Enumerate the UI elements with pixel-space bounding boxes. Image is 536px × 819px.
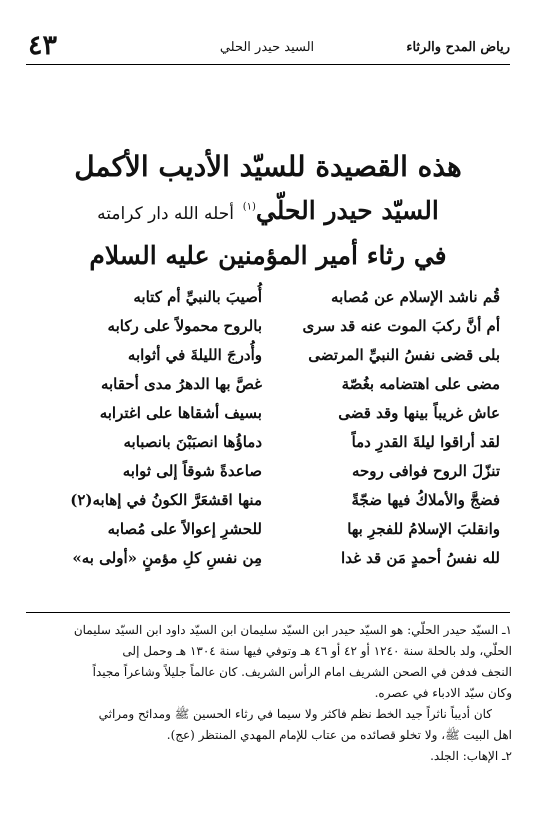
- verse-first-hemistich: قُم ناشد الإسلام عن مُصابه: [331, 288, 500, 306]
- verse-second-hemistich: وأُدرجَ الليلةَ في أثوابه: [127, 346, 262, 364]
- footnote-line: ٢ـ الإهاب: الجلد.: [430, 749, 512, 763]
- verse-second-hemistich: منها اقشعَرَّ الكونُ في إهابه(٢): [70, 491, 262, 509]
- footnotes: [34, 620, 512, 767]
- footnote-line: النجف فدفن في الصحن الشريف امام الرأس الشريف. كان عالماً جليلاً وشاعراً مجيداً: [92, 665, 512, 679]
- verse-row: [40, 545, 500, 574]
- verse-row: [40, 371, 500, 400]
- footnote-line: ١ـ السيّد حيدر الحلّي: هو السيّد حيدر ابن السيّد سليمان ابن السيّد داود ابن السيّد سليمان: [73, 623, 512, 637]
- verse-second-hemistich: بسيف أشقاها على اغترابه: [99, 404, 262, 422]
- verse-row: [40, 342, 500, 371]
- footnote-line: وكان سيّد الادباء في عصره.: [374, 686, 512, 700]
- verse-first-hemistich: بلى قضى نفسُ النبيِّ المرتضى: [308, 346, 500, 364]
- verse-first-hemistich: عاش غريباً بينها وقد قضى: [338, 404, 500, 422]
- verse-first-hemistich: تنزّلَ الروح فوافى روحه: [351, 462, 500, 480]
- verse-row: [40, 458, 500, 487]
- verse-second-hemistich: دماؤُها انصبَبْنَ بانصبابه: [123, 433, 262, 451]
- footnote-divider: [26, 612, 510, 613]
- footnote-marker: (١): [242, 201, 256, 213]
- poem-heading: هذه القصيدة للسيّد الأديب الأكمل: [74, 150, 462, 183]
- verse-second-hemistich: للحشرِ إعوالاً على مُصابه: [107, 520, 262, 538]
- verse-second-hemistich: غصَّ بها الدهرُ مدى أحقابه: [100, 375, 262, 393]
- verse-first-hemistich: وانقلبَ الإسلامُ للفجرِ بها: [347, 520, 500, 538]
- verse-second-hemistich: بالروح محمولاً على ركابه: [107, 317, 262, 335]
- poet-heading-blessing: أحله الله دار كرامته: [97, 204, 235, 224]
- poet-name-header: السيد حيدر الحلي: [219, 40, 315, 55]
- verse-row: [40, 487, 500, 516]
- verse-first-hemistich: فضجَّ والأملاكُ فيها ضجّةً: [351, 491, 500, 509]
- book-title: رياض المدح والرثاء: [406, 40, 510, 55]
- verse-first-hemistich: لله نفسُ أحمدٍ مَن قد غدا: [341, 549, 500, 567]
- verse-first-hemistich: أم أنَّ ركبَ الموت عنه قد سرى: [302, 317, 500, 335]
- verse-first-hemistich: لقد أراقوا ليلةَ القدرِ دماً: [351, 433, 500, 451]
- footnote-line: الحلّي، ولد بالحلة سنة ١٢٤٠ أو ٤٢ أو ٤٦ هـ وتوفي فيها سنة ١٣٠٤ هـ وحمل إلى: [122, 644, 512, 658]
- verse-row: [40, 400, 500, 429]
- verse-row: [40, 313, 500, 342]
- verse-first-hemistich: مضى على اهتضامه بغُصّة: [341, 375, 500, 393]
- footnote-line: كان أديباً ناثراً جيد الخط نظم فاكثر ولا سيما في رثاء الحسين ﷺ ومدائح ومراثي: [98, 707, 492, 721]
- verse-row: [40, 516, 500, 545]
- verse-second-hemistich: مِن نفسِ كلِ مؤمنٍ «أولى به»: [72, 549, 262, 567]
- poet-heading-name: السيّد حيدر الحلّي: [255, 196, 439, 225]
- running-header: [24, 30, 510, 60]
- verse-row: [40, 429, 500, 458]
- verse-row: [40, 284, 500, 313]
- elegy-heading: في رثاء أمير المؤمنين عليه السلام: [89, 241, 447, 270]
- poem-verses: [40, 284, 500, 574]
- footnote-line: اهل البيت ﷺ، ولا تخلو قصائده من عتاب للإمام المهدي المنتظر (عج).: [166, 728, 512, 742]
- poet-heading: [40, 196, 496, 225]
- page-number: ٤٣: [28, 30, 58, 61]
- verse-second-hemistich: صاعدةً شوقاً إلى ثوابه: [122, 462, 262, 480]
- header-divider: [26, 64, 510, 65]
- verse-second-hemistich: أُصيبَ بالنبيِّ أم كتابه: [133, 288, 262, 306]
